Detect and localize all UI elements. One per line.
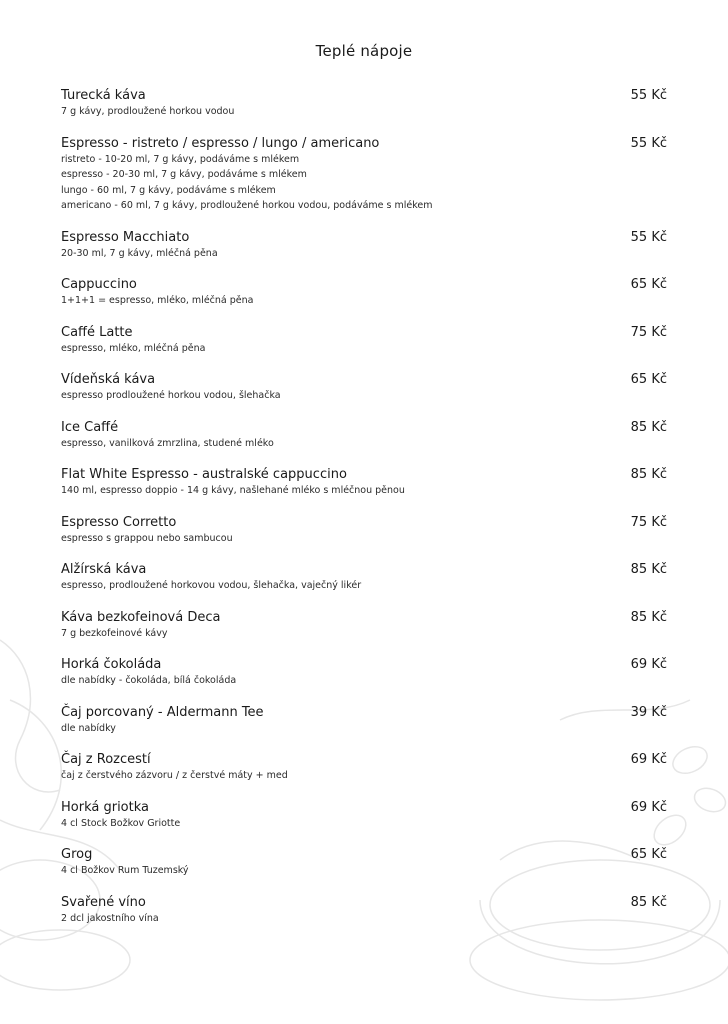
menu-item (61, 371, 667, 404)
menu-list (61, 87, 667, 941)
menu-item-price: 75 Kč (630, 514, 667, 530)
menu-item-price: 55 Kč (630, 229, 667, 245)
menu-item-name: Caffé Latte (61, 324, 133, 340)
menu-item-price: 85 Kč (630, 609, 667, 625)
menu-item-description: 4 cl Stock Božkov Griotte (61, 817, 181, 829)
menu-item-description: espresso, prodloužené horkovou vodou, šlehačka, vaječný likér (61, 580, 362, 591)
menu-item-description: espresso - 20-30 ml, 7 g kávy, podáváme s mlékem (61, 169, 307, 180)
menu-item-price: 55 Kč (630, 88, 667, 103)
menu-item-name: Alžírská káva (61, 562, 147, 577)
menu-item (61, 894, 667, 927)
menu-item (61, 229, 667, 262)
menu-item-description: espresso, vanilková zmrzlina, studené mléko (61, 437, 274, 449)
menu-item-name: Svařené víno (61, 894, 146, 910)
menu-item-description: 1+1+1 = espresso, mléko, mléčná pěna (61, 295, 254, 306)
menu-item (61, 704, 667, 737)
menu-item-description: 140 ml, espresso doppio - 14 g kávy, našlehané mléko s mléčnou pěnou (61, 485, 405, 496)
menu-item-description: espresso s grappou nebo sambucou (61, 532, 233, 544)
menu-item-price: 85 Kč (630, 562, 667, 577)
menu-item-description: dle nabídky (61, 722, 116, 734)
menu-item (61, 751, 667, 784)
menu-item-description: ristreto - 10-20 ml, 7 g kávy, podáváme s mlékem (61, 153, 300, 165)
menu-item-price: 65 Kč (630, 847, 667, 862)
menu-item (61, 609, 667, 642)
menu-item (61, 846, 667, 879)
menu-item-price: 85 Kč (630, 894, 667, 910)
menu-item-description: 7 g kávy, prodloužené horkou vodou (61, 106, 235, 117)
menu-item-price: 85 Kč (630, 419, 667, 435)
menu-item-name: Turecká káva (61, 88, 146, 103)
menu-item-name: Horká čokoláda (61, 657, 162, 672)
menu-item (61, 419, 667, 452)
menu-item-name: Grog (61, 847, 93, 862)
menu-item-name: Espresso Corretto (61, 514, 177, 530)
menu-item-name: Vídeňská káva (61, 372, 156, 387)
menu-item-name: Espresso Macchiato (61, 229, 190, 245)
menu-item-description: čaj z čerstvého zázvoru / z čerstvé máty + med (61, 770, 288, 781)
menu-item-description: 7 g bezkofeinové kávy (61, 627, 168, 639)
menu-item-price: 65 Kč (630, 277, 667, 292)
menu-item-description: dle nabídky - čokoláda, bílá čokoláda (61, 675, 237, 686)
menu-item-name: Čaj porcovaný - Aldermann Tee (61, 704, 264, 720)
menu-item-price: 39 Kč (630, 704, 667, 720)
menu-item-price: 69 Kč (630, 752, 667, 767)
menu-item (61, 135, 667, 214)
menu-item-name: Cappuccino (61, 277, 137, 292)
menu-item-name: Káva bezkofeinová Deca (61, 609, 221, 625)
menu-item-description: 4 cl Božkov Rum Tuzemský (61, 865, 189, 876)
menu-item-name: Ice Caffé (61, 419, 119, 435)
menu-item-price: 69 Kč (630, 799, 667, 815)
menu-item (61, 514, 667, 547)
menu-item (61, 561, 667, 594)
menu-item-description: espresso prodloužené horkou vodou, šlehačka (61, 390, 281, 401)
menu-item-name: Flat White Espresso - australské cappuccino (61, 467, 347, 482)
menu-item-description: 2 dcl jakostního vína (61, 912, 159, 924)
menu-item-price: 75 Kč (630, 324, 667, 340)
menu-item-price: 55 Kč (630, 135, 667, 151)
menu-item (61, 656, 667, 689)
page-title: Teplé nápoje (315, 42, 413, 60)
menu-item (61, 324, 667, 357)
menu-item-description: lungo - 60 ml, 7 g kávy, podáváme s mlékem (61, 184, 276, 196)
menu-item-name: Horká griotka (61, 799, 149, 815)
menu-item-description: espresso, mléko, mléčná pěna (61, 342, 206, 354)
menu-item (61, 276, 667, 309)
menu-item-description: 20-30 ml, 7 g kávy, mléčná pěna (61, 247, 218, 259)
menu-item (61, 466, 667, 499)
menu-item (61, 799, 667, 832)
menu-item-name: Čaj z Rozcestí (61, 752, 151, 767)
menu-item-price: 85 Kč (630, 467, 667, 482)
menu-item-description: americano - 60 ml, 7 g kávy, prodloužené horkou vodou, podáváme s mlékem (61, 200, 433, 211)
menu-item-price: 69 Kč (630, 657, 667, 672)
menu-item (61, 87, 667, 120)
menu-item-price: 65 Kč (630, 372, 667, 387)
menu-item-name: Espresso - ristreto / espresso / lungo / americano (61, 135, 380, 151)
